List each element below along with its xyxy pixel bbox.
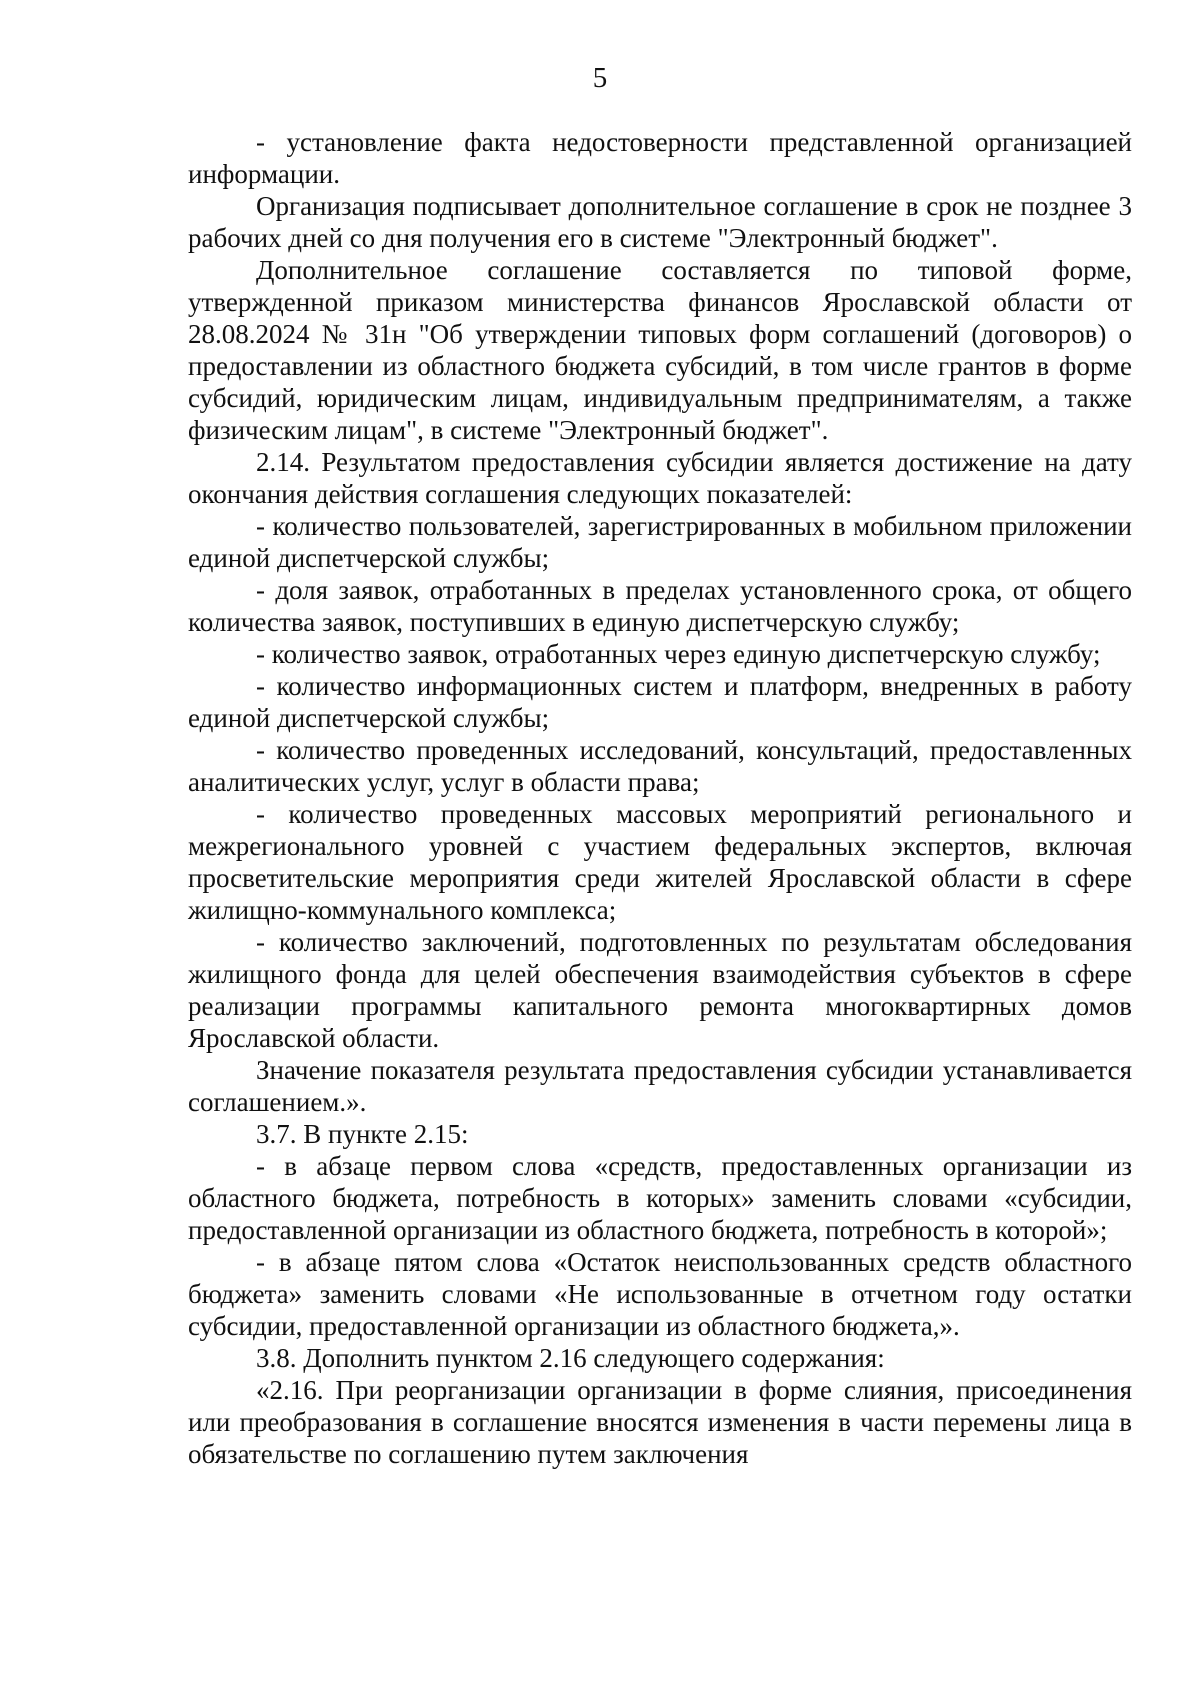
- document-body: [188, 126, 1132, 1470]
- list-item-requests-count: - количество заявок, отработанных через единую диспетчерскую службу;: [256, 639, 1101, 669]
- list-item-users-count: - количество пользователей, зарегистрированных в мобильном приложении единой диспетчерской службы;: [188, 511, 1132, 573]
- paragraph-signing-deadline: Организация подписывает дополнительное соглашение в срок не позднее 3 рабочих дней со дня получения его в системе "Электронный бюджет".: [188, 191, 1132, 253]
- paragraph-invalid-info: - установление факта недостоверности представленной организацией информации.: [188, 127, 1132, 189]
- paragraph-standard-form: Дополнительное соглашение составляется по типовой форме, утвержденной приказом министерства финансов Ярославской области от 28.08.2024 № 31н "Об утверждении типовых форм соглашений (договоров) о предоставлении из областного бюджета субсидий, в том числе грантов в форме субсидий, юридическим лицам, индивидуальным предпринимателям, а также физическим лицам", в системе "Электронный бюджет".: [188, 255, 1132, 445]
- paragraph-2-16-reorganization: «2.16. При реорганизации организации в форме слияния, присоединения или преобразования в соглашение вносятся изменения в части перемены лица в обязательстве по соглашению путем заключения: [188, 1375, 1132, 1469]
- list-item-paragraph-first: - в абзаце первом слова «средств, предоставленных организации из областного бюджета, потребность в которых» заменить словами «субсидии, предоставленной организации из областного бюджета, потребность в которой»;: [188, 1151, 1132, 1245]
- paragraph-3-8-heading: 3.8. Дополнить пунктом 2.16 следующего содержания:: [256, 1343, 885, 1373]
- list-item-systems-count: - количество информационных систем и платформ, внедренных в работу единой диспетчерской службы;: [188, 671, 1132, 733]
- list-item-research-count: - количество проведенных исследований, консультаций, предоставленных аналитических услуг, услуг в области права;: [188, 735, 1132, 797]
- list-item-events-count: - количество проведенных массовых мероприятий регионального и межрегионального уровней с участием федеральных экспертов, включая просветительские мероприятия среди жителей Ярославской области в сфере жилищно-коммунального комплекса;: [188, 799, 1132, 925]
- paragraph-3-7-heading: 3.7. В пункте 2.15:: [256, 1119, 469, 1149]
- paragraph-indicator-value: Значение показателя результата предоставления субсидии устанавливается соглашением.».: [188, 1055, 1132, 1117]
- list-item-conclusions-count: - количество заключений, подготовленных по результатам обследования жилищного фонда для целей обеспечения взаимодействия субъектов в сфере реализации программы капитального ремонта многоквартирных домов Ярославской области.: [188, 927, 1132, 1053]
- page-number: 5: [592, 62, 608, 94]
- list-item-paragraph-fifth: - в абзаце пятом слова «Остаток неиспользованных средств областного бюджета» заменить словами «Не использованные в отчетном году остатки субсидии, предоставленной организации из областного бюджета,».: [188, 1247, 1132, 1341]
- paragraph-2-14-result: 2.14. Результатом предоставления субсидии является достижение на дату окончания действия соглашения следующих показателей:: [188, 447, 1132, 509]
- list-item-requests-share: - доля заявок, отработанных в пределах установленного срока, от общего количества заявок, поступивших в единую диспетчерскую службу;: [188, 575, 1132, 637]
